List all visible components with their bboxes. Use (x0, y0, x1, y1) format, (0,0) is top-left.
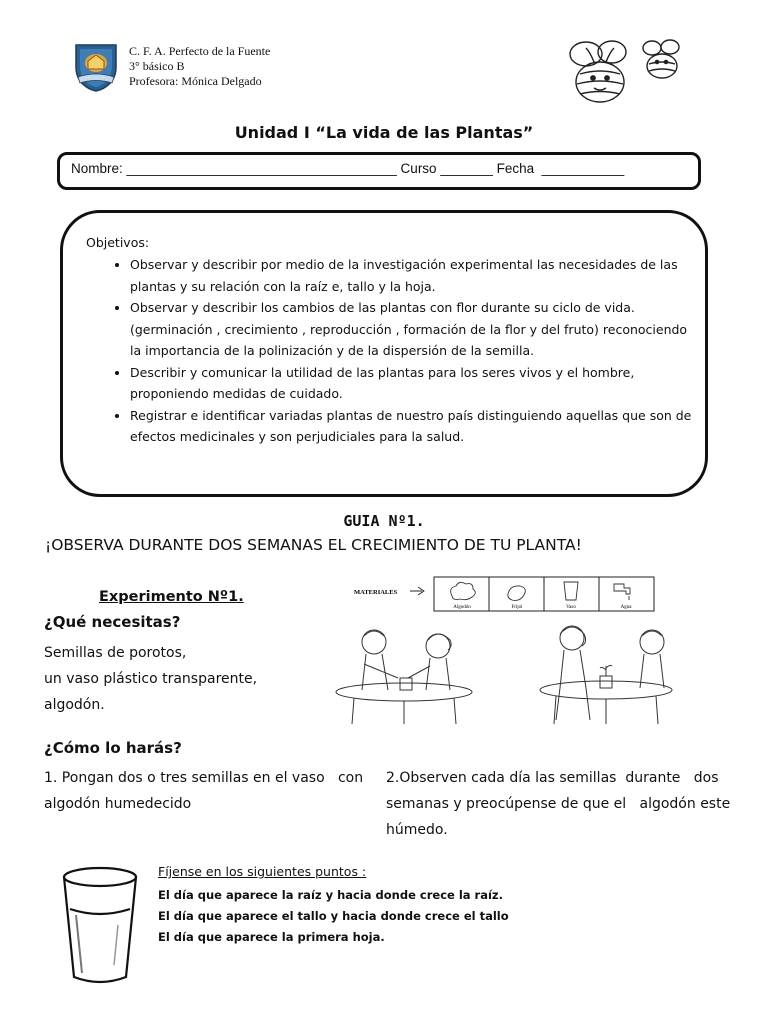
student-info-line[interactable]: Nombre: ____________________________________ Curso _______ Fecha ___________ (71, 161, 625, 176)
points-list (158, 885, 509, 948)
grade-level: 3° básico B (129, 59, 185, 73)
materials-strip-label: MATERIALES (354, 589, 398, 596)
objectives-heading: Objetivos: (86, 235, 150, 250)
material-label-water: Agua (620, 605, 632, 610)
material-item: Semillas de porotos, (44, 645, 187, 661)
point-item: El día que aparece el tallo y hacia donde crece el tallo (158, 909, 509, 923)
bean-icon (508, 586, 526, 601)
objective-item: • Registrar e identificar variadas plantas de nuestro país distinguiendo aquellas que son de efectos medicinales y son perjudiciales para la salud. (130, 405, 700, 448)
teacher-name: Profesora: Mónica Delgado (129, 74, 262, 88)
materials-strip (352, 576, 656, 612)
points-title: Fíjense en los siguientes puntos : (158, 864, 367, 879)
water-tap-icon (614, 584, 630, 600)
objective-item: • Observar y describir los cambios de las plantas con flor durante su ciclo de vida. (germinación , crecimiento , reproducción , formación de la flor y del fruto) reconociendo la importancia de la polinización y de la dispersión de la semilla. (130, 297, 700, 362)
objective-item: • Observar y describir por medio de la investigación experimental las necesidades de las plantas y su relación con la raíz e, tallo y la hoja. (130, 254, 700, 297)
material-item: algodón. (44, 697, 105, 713)
step-2: 2.Observen cada día las semillas durante dos semanas y preocúpense de que el algodón este húmedo. (386, 770, 735, 838)
material-item: un vaso plástico transparente, (44, 671, 258, 687)
point-item: El día que aparece la primera hoja. (158, 930, 385, 944)
objective-item: • Describir y comunicar la utilidad de las plantas para los seres vivos y el hombre, proponiendo medidas de cuidado. (130, 362, 700, 405)
guide-title: GUIA Nº1. (343, 512, 425, 530)
experiment-title: Experimento Nº1. (99, 589, 244, 605)
guide-subtitle: ¡OBSERVA DURANTE DOS SEMANAS EL CRECIMIENTO DE TU PLANTA! (45, 536, 582, 554)
objectives-list (106, 254, 700, 448)
school-crest-icon (70, 41, 122, 93)
step-1: 1. Pongan dos o tres semillas en el vaso con algodón humedecido (44, 770, 368, 812)
material-label-glass: Vaso (566, 605, 576, 610)
school-name: C. F. A. Perfecto de la Fuente (129, 44, 271, 58)
school-info (129, 44, 270, 89)
glass-icon (564, 582, 578, 600)
children-experiment-illustration (334, 620, 690, 730)
material-label-cotton: Algodón (453, 605, 471, 610)
how-question: ¿Cómo lo harás? (44, 739, 182, 757)
cotton-icon (451, 582, 476, 599)
point-item: El día que aparece la raíz y hacia donde crece la raíz. (158, 888, 503, 902)
materials-list (44, 640, 257, 718)
material-label-bean: Frijol (511, 605, 523, 610)
drinking-glass-icon (58, 865, 142, 989)
needs-question: ¿Qué necesitas? (44, 613, 181, 631)
bees-icon (548, 34, 688, 108)
unit-title: Unidad I “La vida de las Plantas” (234, 123, 534, 142)
